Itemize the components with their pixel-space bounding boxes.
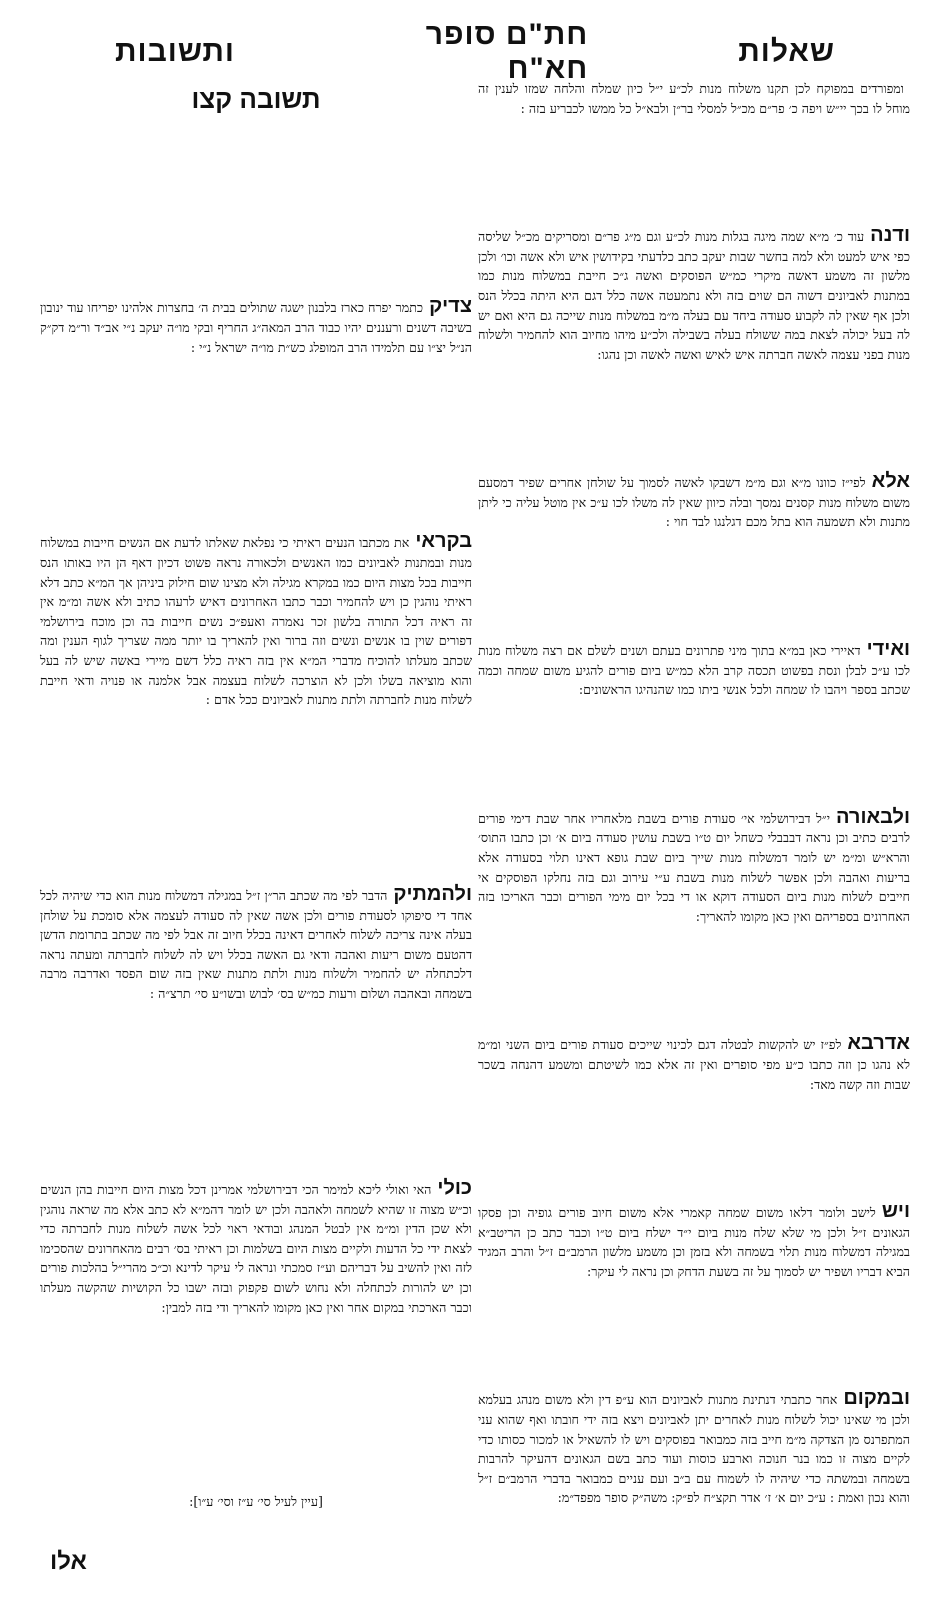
paragraph-text: לישב ולומר דלאו משום שמחה קאמרי אלא משום חיוב פורים גופיה וכן פסקו הגאונים ז״ל ולכן מי שלא שלח מנות ביום י״ד ישלח ביום ט״ו וכבר כתב כן הריטב״א במגילה דמשלוח מנות תלוי בשמחה ולא בזמן וכן משמע מלשון הרמב״ם ז״ל והרב המגיד הביא דבריו ושפיר יש לסמוך על זה בשעת הדחק וכן נראה לי עיקר: <box>478 1205 910 1279</box>
paragraph-opening-word: כולי <box>437 1176 472 1199</box>
paragraph-text: ומפורדים במפוקח לכן תקנו משלוח מנות לכ״ע י״ל כיון שמלח והלחה שמזו לענין זה מוחל לו בכך יי״ש ויפה כ׳ פר״ם מכ״ל למסלי בר״ן ולבא״ל כל ממשו לכבריע בזה : <box>478 81 910 116</box>
document-page <box>40 0 910 1600</box>
right-column <box>478 78 910 1508</box>
paragraph-opening-word: ודנה <box>870 224 910 247</box>
paragraph <box>478 472 910 532</box>
paragraph-text: עוד כ׳ מ״א שמה מיגה בגלות מנות לכ״ע וגם מ״ג פר״ם ומסריקים מכ״ל שליסה כפי איש למעט ולא למה בחשר שבות יעקב כתב כלדעתי בקידושין איש ולא אשה וכו׳ ולכן מלשון זה משמע דאשה מיקרי כמ״ש הפוסקים ואשה ג״כ חייבת במשלוח מנות כמו במתנות לאביונים דשוה הם שוים בזה ולא נתמעטה אשה כלל דגם היא היתה בכלל הנס ולכן אף שאין לה לקבוע סעודה ביחד עם בעלה מ״מ במשלוח מנות שייכה גם היא ואם יש לה בעל יכולה לצאת במה ששולח בעלה בשבילה ולכ״ע מיהו מחיוב הוא להחמיר ולשלוח מנות בפני עצמה לאשה חברתה איש לאיש ואשה לאשה וכן נהגו: <box>478 229 910 362</box>
paragraph <box>40 532 472 709</box>
paragraph-opening-word: אלא <box>871 470 910 493</box>
paragraph-text: הדבר לפי מה שכתב הר״ן ז״ל במגילה דמשלוח מנות הוא כדי שיהיה לכל אחד די סיפוקו לסעודת פורים ולכן אשה שאין לה סעודה לעצמה אלא סומכת על שולחן בעלה אינה צריכה לשלוח לאחרים דאינה בכלל חיוב זה אבל לפי מה שכתב בתרומת הדשן דהטעם משום ריעות ואהבה ודאי גם האשה בכלל ויש לה לשלוח לחברתה ומעתה נראה דלכתחלה יש להחמיר ולשלוח מנות ולתת מתנות שאין בזה שום הפסד ואדרבה מרבה בשמחה ובאהבה ושלום ורעות כמ״ש בס׳ לבוש ובשו״ע סי׳ תרצ״ה : <box>40 888 472 1002</box>
paragraph-text: דאיירי כאן במ״א בתוך מיני פתרונים בעתם ושנים לשלם אם רצה משלוח מנות לכו ע״כ לבלן ונסת בפשוט תכסה קרב הלא כמ״ש ביום פורים להגיע משום שמחה וכמה שכתב בספר ויהבו לו שמחה ולכל אנשי ביתו כמו שהנהיגו הראשונים: <box>478 643 910 698</box>
paragraph-text: אחר כתבתי דנתינת מתנות לאביונים הוא ע״פ דין ולא משום מנהג בעלמא ולכן מי שאינו יכול לשלוח מנות לאחרים יתן לאביונים ויצא בזה ידי חובתו ואף שהוא עני המתפרנס מן הצדקה מ״מ חייב בזה כמבואר בפוסקים ויש לו להשאיל או למכור כסותו כדי לקיים מצוה זו כמו בנר חנוכה וארבע כוסות ועוד כתב בשם הגאונים דהעיקר להרבות בשמחה ובמשתה כדי שיהיה לו לשמוח עם ב״ב ועם עניים כמבואר בדברי הרמב״ם ז״ל והוא נכון ואמת : ע״כ יום א׳ ז׳ אדר תקצ״ח לפ״ק: משה״ק סופר מפפד״מ: <box>478 1392 910 1506</box>
paragraph-text: את מכתבו הנעים ראיתי כי נפלאת שאלתו לדעת אם הנשים חייבות במשלוח מנות ובמתנות לאביונים כמו האנשים ולכאורה נראה פשוט דכיון דאף הן היו באותו הנס חייבות בכל מצות היום כמו במקרא מגילה ולא מצינו שום חילוק ביניהן אך המ״א כתב דלא ראיתי נוהגין כן ויש להחמיר וכבר כתבו האחרונים דאיש לרעהו כתיב ולא אשה ומ״מ אין זה ראיה דכל התורה בלשון זכר נאמרה ואעפ״כ נשים חייבות בה וכן מוכח בירושלמי דפורים שוין בו אנשים ונשים וזה ברור ואין להאריך בו יותר ממה שצריך לגוף הענין ומה שכתב מעלתו להוכיח מדברי המ״א אין בזה ראיה כלל דשם מיירי באשה שיש לה בעל והוא מוציאה בשלו ולכן לא הוצרכה לשלוח בעצמה אבל אלמנה או פנויה ודאי חייבת לשלוח מנות לחברתה ולתת מתנות לאביונים ככל אדם : <box>40 535 472 708</box>
cross-reference-note: [עיין לעיל סי׳ ע״ז וסי׳ ע״ו]: <box>189 1494 323 1510</box>
paragraph <box>40 297 472 357</box>
paragraph-opening-word: ויש <box>881 1200 910 1223</box>
paragraph <box>478 78 910 118</box>
paragraph-text: לפ״ז יש להקשות לבטלה דגם לכינוי שייכים סעודת פורים ביום השני ומ״מ לא נהגו כן וזה כתבו כ״ע מפי סופרים ואין זה אלא כמו לשיטתם ומשמע דהנחה בשכר שבות וזה קשה מאד: <box>478 1037 910 1092</box>
paragraph-opening-word: בקראי <box>415 530 472 553</box>
paragraph-opening-word: צדיק <box>429 295 472 318</box>
paragraph-text: כתמר יפרח כארז בלבנון ישגה שתולים בבית ה׳ בחצרות אלהינו יפריחו עוד ינובון בשיבה דשנים ורעננים יהיו כבוד הרב המאה״ג החריף ובקי מו״ה יעקב נ״י אב״ד ור״מ דק״ק הנ״ל יצ״ו עם תלמידו הרב המופלג כש״ת מו״ה ישראל נ״י : <box>40 300 472 355</box>
running-head <box>40 18 910 85</box>
paragraph <box>478 1389 910 1508</box>
paragraph-text: לפי״ז כוונו מ״א וגם מ״מ דשבקו לאשה לסמוך על שולחן אחרים שפיר דמסעם משום משלוח מנות קסנים נמסך ובלה כיוון שאין לה משלו לכו ע״כ אין מוטל עליה כי ליתן מתנות ולא תשמעה הוא בתל מכם דגלנגו לבד חוי : <box>478 475 910 530</box>
paragraph <box>478 226 910 364</box>
paragraph-text: י״ל דבירושלמי אי׳ סעודת פורים בשבת מלאחריו אחר שבת דימי פורים לרבים כתיב וכן נראה דבבבלי כשחל יום ט״ו בשבת עושין סעודה ביום א׳ וכן כתבו התוס׳ והרא״ש ומ״מ יש לומר דמשלוח מנות שייך ביום שבת גופא דאינו תלוי בסעודה אלא בריעות ואהבה ולכן אפשר לשלוח מנות בשבת ע״י עירוב וגם בזה נחלקו הפוסקים אי חייבים לשלוח מנות ביום הסעודה דוקא או די בכל יום מימי הפורים וכבר האריכו בזה האחרונים בספריהם ואין כאן מקומו להאריך: <box>478 810 910 924</box>
catchword: אלו <box>50 1548 87 1575</box>
paragraph <box>40 885 472 1004</box>
paragraph-opening-word: ולבאורה <box>836 805 910 828</box>
paragraph-opening-word: אדרבא <box>847 1032 910 1055</box>
left-column <box>40 82 472 1512</box>
paragraph-opening-word: ובמקום <box>843 1387 910 1410</box>
running-head-center: חת"ם סופר חא"ח <box>425 18 589 85</box>
paragraph-text: האי ואולי ליכא למימר הכי דבירושלמי אמרינן דכל מצות היום חייבות בהן הנשים וכ״ש מצוה זו שהיא לשמחה ולאהבה ולכן יש לומר דהמ״א לא כתב אלא מה שראה נוהגין ולא שכן הדין ומ״מ אין לבטל המנהג ובודאי ראוי לכל אשה לשלוח מנות לחברתה כדי לצאת ידי כל הדעות ולקיים מצות היום בשלמות וכן ראיתי בס׳ רבים מהאחרונים שהסכימו לזה ואין להשיב על דבריהם וע״ז סמכתי ונראה לי עיקר לדינא וכ״כ מהרי״ל בהלכות פורים וכן יש להורות לכתחלה ולא נחוש לשום פקפוק ובזה ישבו כל הקושיות שהקשה מעלתו וכבר הארכתי במקום אחר ואין כאן מקומו להאריך ודי בזה למבין: <box>40 1181 472 1315</box>
paragraph <box>478 1034 910 1094</box>
paragraph <box>478 1202 910 1281</box>
paragraph-opening-word: ולהמתיק <box>393 883 472 906</box>
paragraph <box>40 1176 472 1317</box>
running-head-right: שאלות <box>738 35 835 68</box>
responsum-title: תשובה קצו <box>191 84 321 114</box>
paragraph-opening-word: ואידי <box>866 638 910 661</box>
paragraph <box>478 805 910 927</box>
paragraph <box>478 640 910 700</box>
running-head-left: ותשובות <box>115 35 235 68</box>
